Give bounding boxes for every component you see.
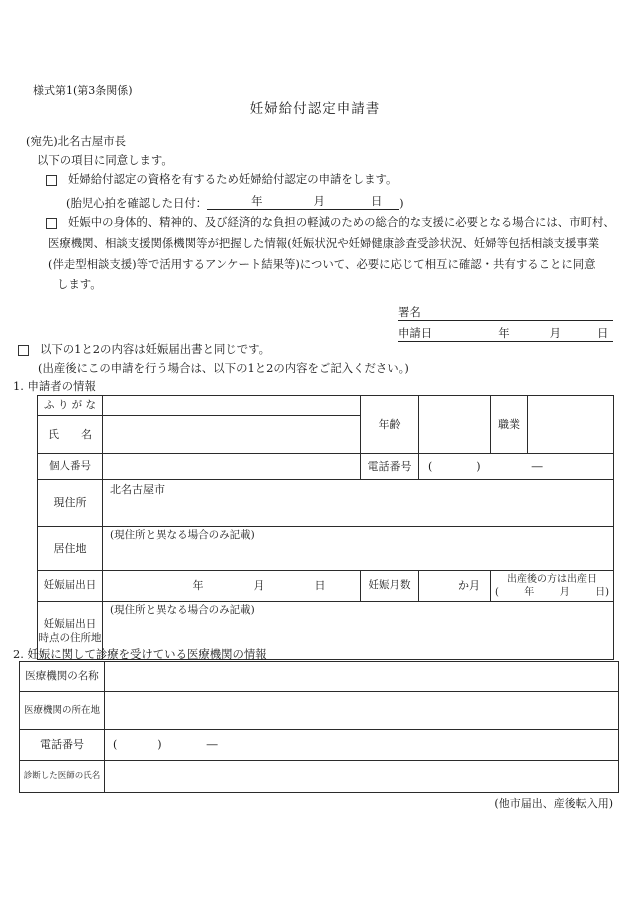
gestation-months-label: 妊娠月数 bbox=[361, 571, 419, 602]
notification-date-field[interactable] bbox=[103, 571, 361, 602]
postnatal-note: (出産後にこの申請を行う場合は、以下の1と2の内容をご記入ください。) bbox=[38, 361, 409, 375]
phone-field[interactable] bbox=[419, 454, 614, 480]
same-as-notification-checkbox[interactable] bbox=[18, 345, 29, 356]
signature-label: 署名 bbox=[398, 304, 421, 319]
month-label: 月 bbox=[549, 325, 561, 340]
fetal-date-blank-field[interactable] bbox=[207, 194, 399, 210]
medical-name-label: 医療機関の名称 bbox=[20, 662, 105, 692]
day-label: 日 bbox=[370, 194, 383, 208]
after-birth-line2 bbox=[491, 587, 613, 600]
notification-date-label: 妊娠届出日 bbox=[38, 571, 103, 602]
page-title: 妊婦給付認定申請書 bbox=[249, 101, 381, 117]
form-code: 様式第1(第3条関係) bbox=[33, 84, 133, 97]
after-birth-line1: 出産後の方は出産日 bbox=[507, 574, 597, 585]
address-at-notification-field[interactable]: (現住所と異なる場合のみ記載) bbox=[103, 602, 614, 660]
consent-item-2-line-3: (伴走型相談支援)等で活用するアンケート結果等)について、必要に応じて相互に確認・共有することに同意 bbox=[48, 257, 596, 271]
paren-open: ( bbox=[428, 459, 433, 473]
phone-label: 電話番号 bbox=[361, 454, 419, 480]
current-address-field[interactable]: 北名古屋市 bbox=[103, 480, 614, 527]
occupation-field[interactable] bbox=[528, 396, 614, 454]
paren-close: ) bbox=[476, 459, 481, 473]
close-paren: ) bbox=[399, 195, 404, 210]
paren-open: ( bbox=[113, 738, 118, 752]
phone-dash: ― bbox=[531, 459, 543, 473]
name-label: 氏 名 bbox=[38, 416, 103, 454]
consent-item-2-line-4: します。 bbox=[57, 277, 102, 291]
month-label: 月 bbox=[559, 586, 570, 598]
doctor-name-field[interactable] bbox=[105, 761, 619, 793]
consent-intro: 以下の項目に同意します。 bbox=[37, 153, 173, 167]
applicant-section-heading: 1. 申請者の情報 bbox=[13, 379, 96, 393]
gestation-months-field[interactable]: か月 bbox=[419, 571, 491, 602]
address-at-notification-label: 妊娠届出日 時点の住所地 bbox=[38, 602, 103, 660]
consent-checkbox-1[interactable] bbox=[46, 175, 57, 186]
application-date-label: 申請日 bbox=[398, 325, 433, 340]
consent-item-2 bbox=[46, 215, 615, 229]
personal-number-field[interactable] bbox=[103, 454, 361, 480]
applicant-table bbox=[37, 395, 614, 660]
fetal-heartbeat-date-row bbox=[66, 194, 404, 210]
notification-date-blanks bbox=[103, 579, 360, 593]
same-as-notification-text: 以下の1と2の内容は妊娠届出書と同じです。 bbox=[40, 342, 271, 356]
medical-section-heading: 2. 妊娠に関して診療を受けている医療機関の情報 bbox=[13, 647, 267, 661]
personal-number-label: 個人番号 bbox=[38, 454, 103, 480]
current-address-label: 現住所 bbox=[38, 480, 103, 527]
furigana-field[interactable] bbox=[103, 396, 361, 416]
after-birth-cell[interactable] bbox=[491, 571, 614, 602]
day-label: 日 bbox=[314, 579, 326, 593]
year-label: 年 bbox=[251, 194, 263, 208]
signature-row bbox=[398, 300, 613, 321]
same-as-notification-row bbox=[18, 342, 270, 356]
paren-close: ) bbox=[157, 738, 162, 752]
phone-dash: ― bbox=[206, 738, 218, 752]
medical-phone-field[interactable] bbox=[105, 730, 619, 761]
footer-note: (他市届出、産後転入用) bbox=[494, 797, 613, 810]
fetal-date-label: (胎児心拍を確認した日付： bbox=[66, 195, 208, 210]
furigana-label: ふ り が な bbox=[38, 396, 103, 416]
application-date-row bbox=[398, 321, 613, 342]
consent-item-1 bbox=[46, 172, 397, 186]
consent-checkbox-2[interactable] bbox=[46, 218, 57, 229]
age-field[interactable] bbox=[419, 396, 491, 454]
paren-open: ( bbox=[495, 586, 499, 598]
year-label: 年 bbox=[524, 586, 535, 598]
medical-address-label: 医療機関の所在地 bbox=[20, 692, 105, 730]
medical-phone-label: 電話番号 bbox=[20, 730, 105, 761]
residence-field[interactable]: (現住所と異なる場合のみ記載) bbox=[103, 527, 614, 571]
day-label: 日 bbox=[597, 325, 609, 340]
doctor-name-label: 診断した医師の氏名 bbox=[20, 761, 105, 793]
name-field[interactable] bbox=[103, 416, 361, 454]
day-label: 日) bbox=[595, 586, 609, 598]
consent-item-2-line-1: 妊娠中の身体的、精神的、及び経済的な負担の軽減のための総合的な支援に必要となる場合には、市町村、 bbox=[68, 215, 615, 229]
occupation-label: 職業 bbox=[491, 396, 528, 454]
month-label: 月 bbox=[253, 579, 265, 593]
medical-address-field[interactable] bbox=[105, 692, 619, 730]
signature-block bbox=[398, 300, 613, 342]
medical-name-field[interactable] bbox=[105, 662, 619, 692]
consent-item-1-text: 妊婦給付認定の資格を有するため妊婦給付認定の申請をします。 bbox=[68, 172, 398, 186]
month-label: 月 bbox=[313, 194, 325, 208]
year-label: 年 bbox=[498, 325, 510, 340]
year-label: 年 bbox=[192, 579, 204, 593]
age-label: 年齢 bbox=[361, 396, 419, 454]
addressee: (宛先)北名古屋市長 bbox=[26, 134, 127, 148]
consent-item-2-line-2: 医療機関、相談支援関係機関等が把握した情報(妊娠状況や妊婦健康診査受診状況、妊婦等包括相談支援事業 bbox=[48, 236, 600, 250]
medical-table bbox=[19, 661, 619, 793]
residence-label: 居住地 bbox=[38, 527, 103, 571]
